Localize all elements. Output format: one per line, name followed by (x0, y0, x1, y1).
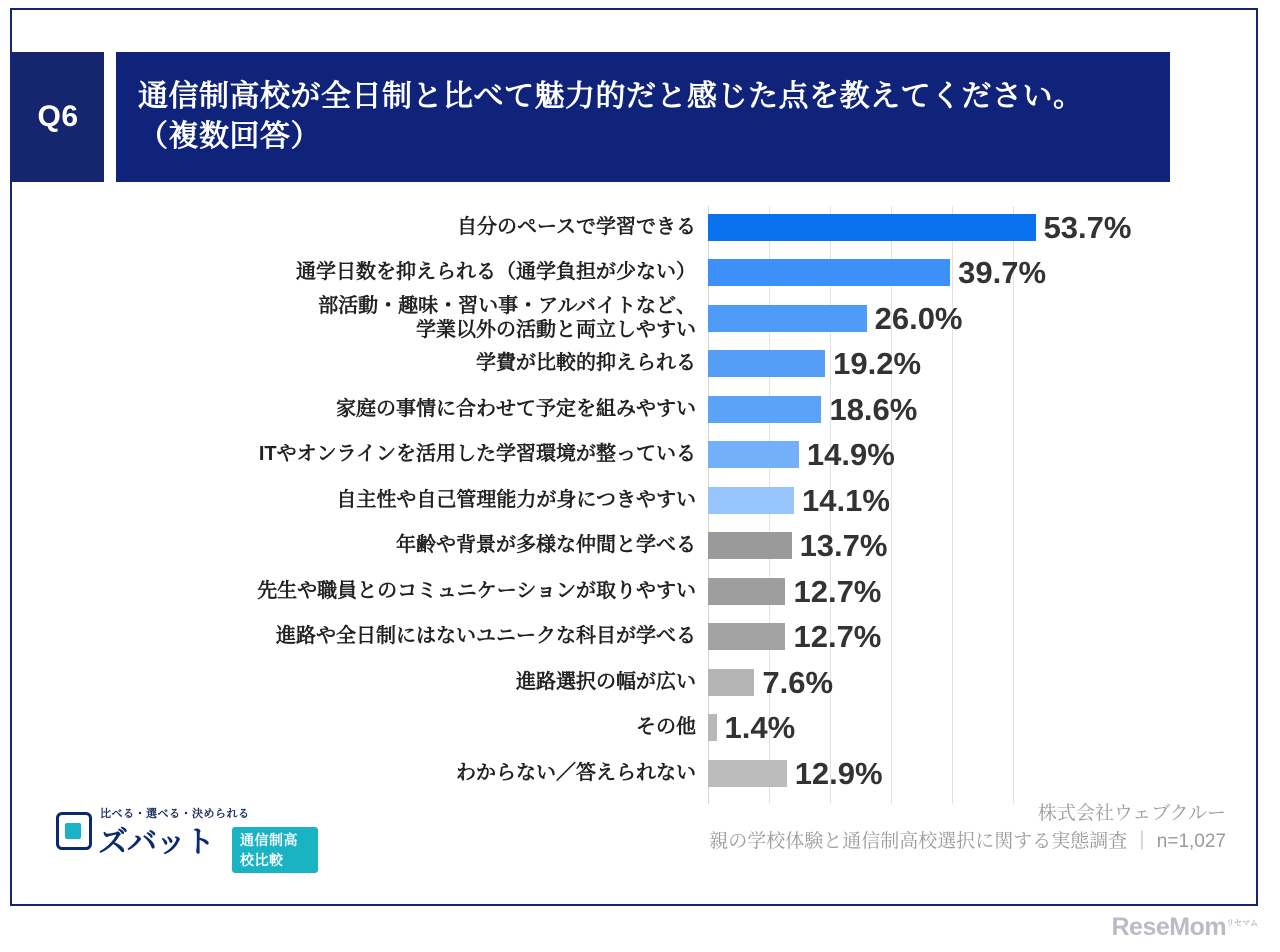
chart-row (12, 527, 1260, 565)
bar-group (708, 436, 895, 474)
bar (708, 623, 785, 650)
bar (708, 760, 787, 787)
logo-tagline: 比べる・選べる・決められる (100, 808, 250, 820)
bar-group (708, 208, 1131, 246)
bar-group (708, 481, 890, 519)
question-number-badge: Q6 (12, 52, 104, 182)
resemom-watermark-text: ReseMom (1111, 913, 1227, 941)
value-label: 12.9% (794, 755, 883, 791)
source-survey: 親の学校体験と通信制高校選択に関する実態調査 ｜ n=1,027 (709, 830, 1226, 852)
bar (708, 714, 717, 741)
category-label: 年齢や背景が多様な仲間と学べる (396, 534, 696, 557)
bar-chart (12, 200, 1260, 810)
value-label: 7.6% (762, 664, 834, 700)
resemom-watermark: ReseMom$^{リセマム}$ (1111, 913, 1258, 941)
value-label: 14.1% (802, 482, 890, 518)
slide-canvas (10, 8, 1258, 906)
category-label: 自分のペースで学習できる (457, 215, 696, 238)
value-label: 13.7% (799, 528, 888, 563)
question-title-line1: 通信制高校が全日制と比べて魅力的だと感じた点を教えてください。 (138, 80, 1084, 114)
bar (708, 441, 799, 468)
bar-group (708, 709, 795, 747)
chart-row (12, 754, 1260, 792)
value-label: 12.7% (793, 619, 882, 654)
category-label: 進路選択の幅が広い (516, 670, 696, 693)
value-label: 39.7% (958, 255, 1047, 290)
chart-row (12, 572, 1260, 610)
zubatto-logo (56, 805, 318, 868)
bar (708, 532, 792, 559)
bar-group (708, 618, 881, 656)
chart-row (12, 436, 1260, 474)
category-label: 部活動・趣味・習い事・アルバイトなど、 学業以外の活動と両立しやすい (318, 294, 696, 341)
value-label: 19.2% (833, 346, 922, 381)
chart-row (12, 618, 1260, 656)
question-header (12, 52, 1170, 182)
category-label: 先生や職員とのコミュニケーションが取りやすい (257, 579, 696, 602)
logo-name: ズバット (98, 826, 214, 859)
value-label: 14.9% (806, 437, 895, 472)
category-label: 自主性や自己管理能力が身につきやすい (336, 488, 696, 511)
bar (708, 305, 867, 332)
source-company: 株式会社ウェブクルー (1037, 803, 1226, 824)
chart-row (12, 709, 1260, 747)
value-label: 53.7% (1043, 209, 1132, 245)
bar-group (708, 663, 833, 701)
bar-group (708, 390, 917, 428)
chart-row (12, 345, 1260, 383)
bar-group (708, 527, 887, 565)
bar-group (708, 345, 921, 383)
category-label: わからない／答えられない (456, 761, 696, 784)
bar (708, 214, 1036, 241)
question-title-box (116, 52, 1170, 182)
bar (708, 396, 821, 423)
category-label: その他 (636, 716, 696, 739)
bar-group (708, 254, 1046, 292)
bar (708, 578, 785, 605)
bar-group (708, 299, 963, 337)
bar-group (708, 572, 881, 610)
value-label: 26.0% (874, 300, 963, 336)
chart-row (12, 663, 1260, 701)
value-label: 12.7% (793, 573, 882, 609)
question-title-line2: （複数回答） (138, 120, 321, 153)
value-label: 1.4% (724, 710, 796, 745)
logo-category-pill: 通信制高校比較 (232, 827, 318, 873)
bar (708, 259, 950, 286)
category-label: 通学日数を抑えられる（通学負担が少ない） (296, 261, 696, 284)
category-label: ITやオンラインを活用した学習環境が整っている (258, 443, 696, 466)
category-label: 学費が比較的抑えられる (476, 352, 696, 375)
bar (708, 487, 794, 514)
value-label: 18.6% (829, 391, 918, 427)
zubatto-mark-icon (56, 812, 92, 850)
category-label: 家庭の事情に合わせて予定を組みやすい (336, 397, 696, 420)
bar-group (708, 754, 883, 792)
bar (708, 669, 754, 696)
chart-row (12, 481, 1260, 519)
source-note (709, 800, 1226, 855)
bar (708, 350, 825, 377)
chart-row (12, 390, 1260, 428)
chart-row (12, 254, 1260, 292)
chart-row (12, 208, 1260, 246)
chart-row (12, 294, 1260, 341)
category-label: 進路や全日制にはないユニークな科目が学べる (276, 625, 696, 648)
